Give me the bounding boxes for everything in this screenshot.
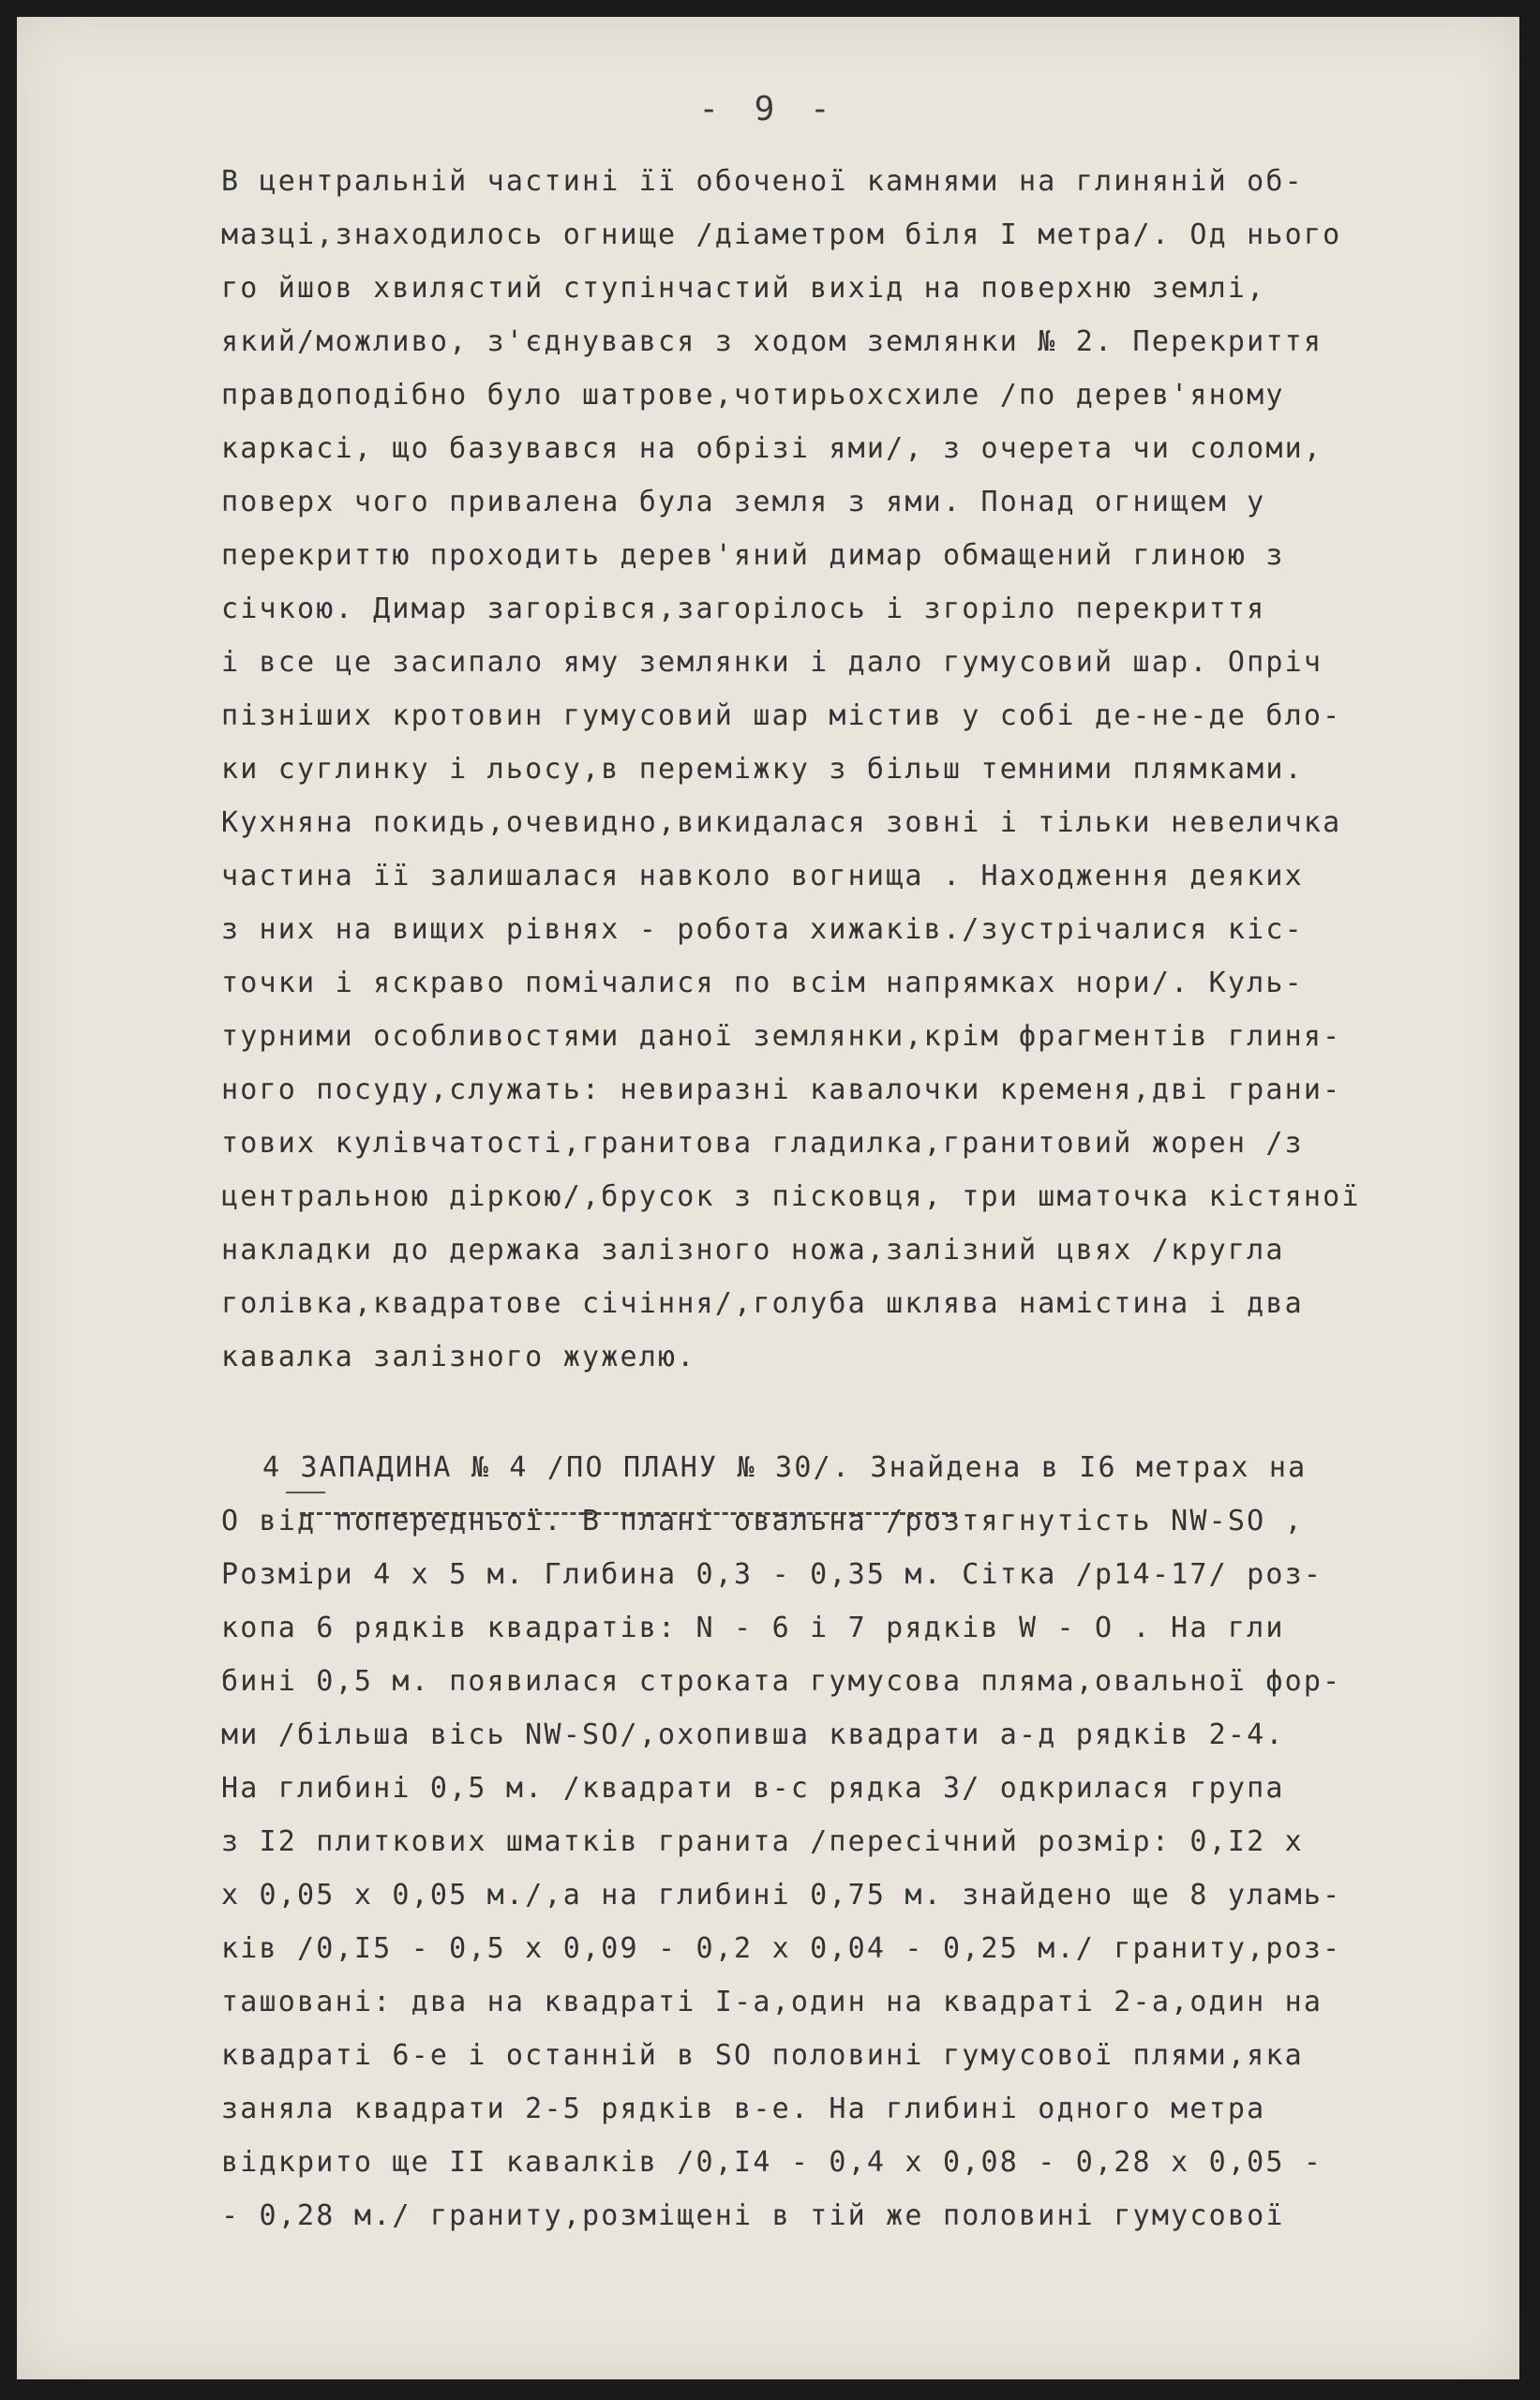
text-line: правдоподібно було шатрове,чотирьохсхиле /по дерев'яному: [221, 379, 1285, 412]
text-line: пізніших кротовин гумусовий шар містив у собі де-не-де бло-: [221, 699, 1342, 732]
text-line: Кухняна покидь,очевидно,викидалася зовні і тільки невеличка: [221, 806, 1342, 839]
text-line: ків /0,I5 - 0,5 х 0,09 - 0,2 х 0,04 - 0,25 м./ граниту,роз-: [221, 1932, 1342, 1965]
text-line: з них на вищих рівнях - робота хижаків./зустрічалися кіс-: [221, 913, 1304, 946]
text-line: бині 0,5 м. появилася строката гумусова пляма,овальної фор-: [221, 1665, 1342, 1698]
text-line: частина її залишалася навколо вогнища . Находження деяких: [221, 860, 1304, 892]
text-line: заняла квадрати 2-5 рядків в-е. На глибині одного метра: [221, 2092, 1266, 2125]
text-line: тових кулівчатості,гранитова гладилка,гранитовий жорен /з: [221, 1127, 1304, 1160]
text-line: О від попередньої. В плані овальна /розтягнутість NW-SO ,: [221, 1505, 1304, 1538]
text-line: центральною діркою/,брусок з пісковця, три шматочка кістяної: [221, 1180, 1361, 1213]
text-line: точки і яскраво помічалися по всім напрямках нори/. Куль-: [221, 967, 1304, 999]
text-line: кавалка залізного жужелю.: [221, 1341, 696, 1373]
text-line: перекриттю проходить дерев'яний димар обмащений глиною з: [221, 539, 1285, 572]
text-line: На глибині 0,5 м. /квадрати в-с рядка 3/ одкрилася група: [221, 1772, 1285, 1805]
section-number-underline: [286, 1492, 325, 1493]
text-line: з I2 плиткових шматків гранита /пересічний розмір: 0,I2 х: [221, 1825, 1304, 1858]
text-line: накладки до держака залізного ножа,залізний цвях /кругла: [221, 1234, 1285, 1267]
text-line: ташовані: два на квадраті I-а,один на квадраті 2-а,один на: [221, 1986, 1323, 2018]
text-line: відкрито ще II кавалків /0,I4 - 0,4 х 0,08 - 0,28 х 0,05 -: [221, 2146, 1323, 2179]
section-heading-line: 4 ЗАПАДИНА № 4 /ПО ПЛАНУ № 30/. Знайдена в I6 метрах на: [262, 1451, 1308, 1484]
text-line: каркасі, що базувався на обрізі ями/, з очерета чи соломи,: [221, 432, 1323, 465]
text-line: х 0,05 х 0,05 м./,а на глибині 0,75 м. знайдено ще 8 уламь-: [221, 1879, 1342, 1912]
text-line: - 0,28 м./ граниту,розміщені в тій же половині гумусової: [221, 2199, 1285, 2232]
text-line: Розміри 4 х 5 м. Глибина 0,3 - 0,35 м. Сітка /р14-17/ роз-: [221, 1558, 1323, 1591]
text-line: голівка,квадратове січіння/,голуба шклява намістина і два: [221, 1287, 1304, 1320]
text-line: турними особливостями даної землянки,крім фрагментів глиня-: [221, 1020, 1342, 1053]
document-page: [17, 17, 1519, 2379]
text-line: який/можливо, з'єднувався з ходом землянки № 2. Перекриття: [221, 325, 1323, 358]
text-line: го йшов хвилястий ступінчастий вихід на поверхню землі,: [221, 272, 1266, 305]
text-line: ного посуду,служать: невиразні кавалочки кременя,дві грани-: [221, 1073, 1342, 1106]
text-line: поверх чого привалена була земля з ями. Понад огнищем у: [221, 486, 1266, 518]
text-line: січкою. Димар загорівся,загорілось і згоріло перекриття: [221, 592, 1266, 625]
text-line: і все це засипало яму землянки і дало гумусовий шар. Опріч: [221, 646, 1323, 679]
text-line: ки суглинку і льосу,в переміжку з більш темними плямками.: [221, 753, 1304, 786]
text-line: квадраті 6-е і останній в SO половині гумусової плями,яка: [221, 2039, 1304, 2072]
text-line: копа 6 рядків квадратів: N - 6 і 7 рядків W - O . На гли: [221, 1612, 1285, 1644]
text-line: ми /більша вісь NW-SO/,охопивша квадрати а-д рядків 2-4.: [221, 1718, 1285, 1751]
text-line: мазці,знаходилось огнище /діаметром біля I метра/. Од нього: [221, 218, 1342, 251]
page-number: - 9 -: [698, 90, 838, 128]
text-line: В центральній частині її обоченої камнями на глиняній об-: [221, 165, 1304, 198]
